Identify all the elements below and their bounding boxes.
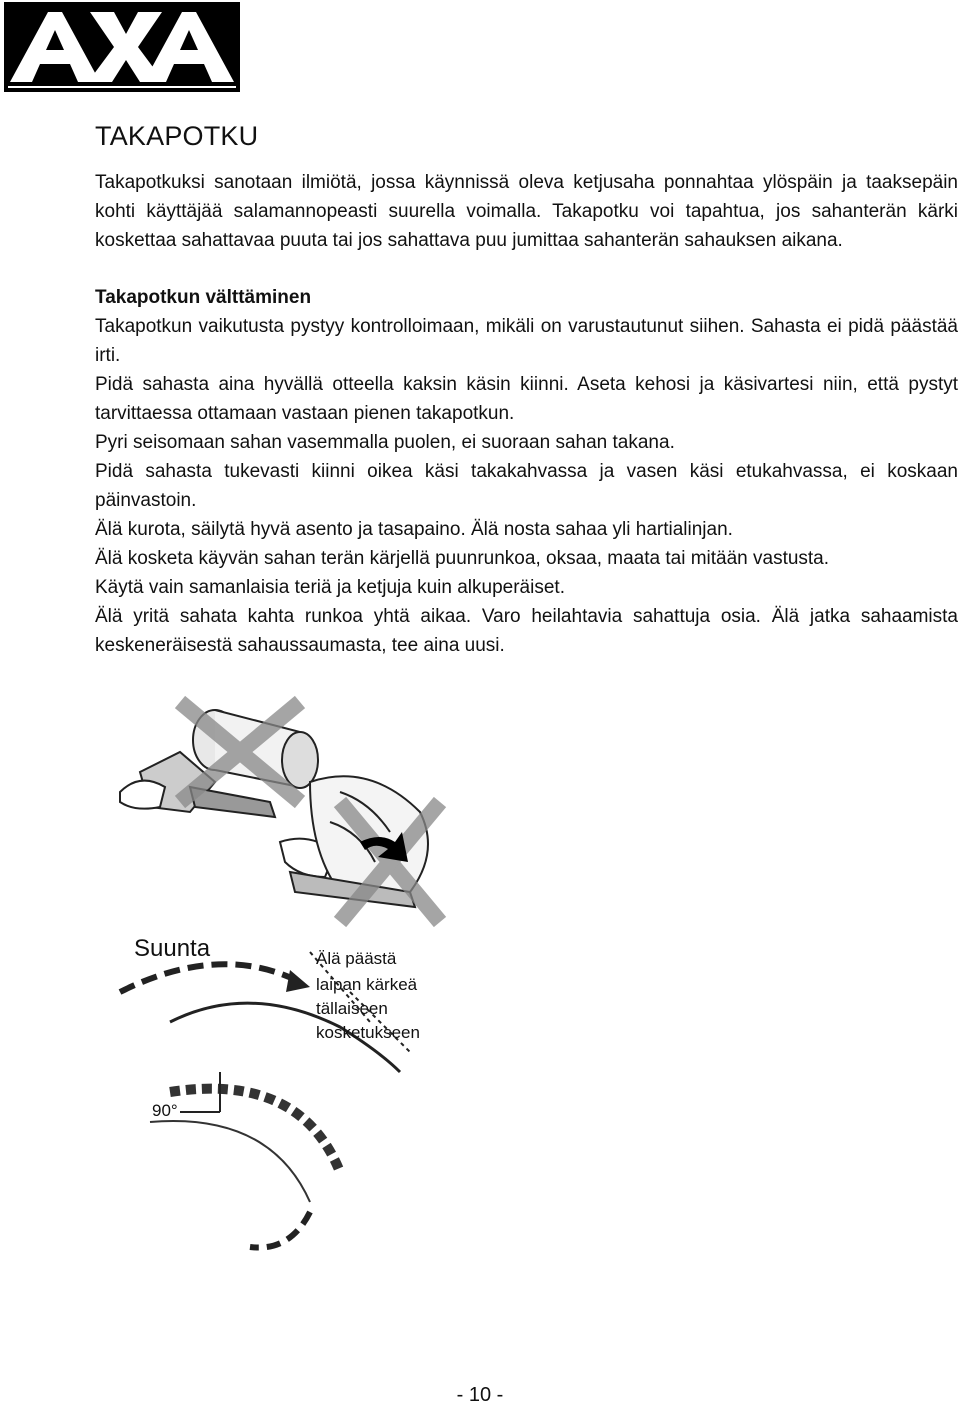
warning-line-2: laipan kärkeä [316, 975, 418, 994]
angle-label: 90° [152, 1101, 178, 1120]
paragraph-3: Pyri seisomaan sahan vasemmalla puolen, ei suoraan sahan takana. [95, 432, 675, 453]
subsection-heading: Takapotkun välttäminen [95, 287, 312, 308]
paragraph-2: Pidä sahasta aina hyvällä otteella kaksin käsin kiinni. Aseta kehosi ja käsivartesi niin, että pystyt tarvittaessa ottamaan vastaan pienen takapotkun. [95, 374, 958, 424]
warning-line-3: tällaiseen [316, 999, 388, 1018]
kickback-illustration [110, 692, 510, 1252]
paragraph-6: Älä kosketa käyvän sahan terän kärjellä puunrunkoa, oksaa, maata tai mitään vastusta. [95, 548, 830, 569]
direction-label: Suunta [134, 935, 211, 962]
page-number: - 10 - [456, 1384, 504, 1406]
axa-logo-mark [4, 2, 240, 92]
chain-nose-diagram [120, 952, 410, 1248]
axa-logo [4, 2, 240, 92]
paragraph-1: Takapotkun vaikutusta pystyy kontrolloimaan, mikäli on varustautunut siihen. Sahasta ei pidä päästää irti. [95, 316, 958, 366]
kickback-diagram [110, 692, 510, 1252]
intro-paragraph: Takapotkuksi sanotaan ilmiötä, jossa käynnissä oleva ketjusaha ponnahtaa ylöspäin ja taaksepäin kohti käyttäjää salamannopeasti suurella voimalla. Takapotku voi tapahtua, jos sahanterän kärki koskettaa sahattavaa puuta tai jos sahattava puu jumittaa sahanterän sahauksen aikana. [95, 172, 958, 251]
paragraph-4: Pidä sahasta tukevasti kiinni oikea käsi takakahvassa ja vasen käsi etukahvassa, ei koskaan päinvastoin. [95, 461, 958, 511]
paragraph-8: Älä yritä sahata kahta runkoa yhtä aikaa. Varo heilahtavia sahattuja osia. Älä jatka sahaamista keskeneräisestä sahaussaumasta, tee aina uusi. [95, 606, 958, 656]
warning-line-4: kosketukseen [316, 1023, 420, 1042]
paragraph-5: Älä kurota, säilytä hyvä asento ja tasapaino. Älä nosta sahaa yli hartialinjan. [95, 519, 733, 540]
main-content [95, 118, 958, 660]
paragraph-7: Käytä vain samanlaisia teriä ja ketjuja kuin alkuperäiset. [95, 577, 565, 598]
warning-line-1: Älä päästä [316, 949, 397, 968]
section-title: TAKAPOTKU [95, 121, 259, 151]
